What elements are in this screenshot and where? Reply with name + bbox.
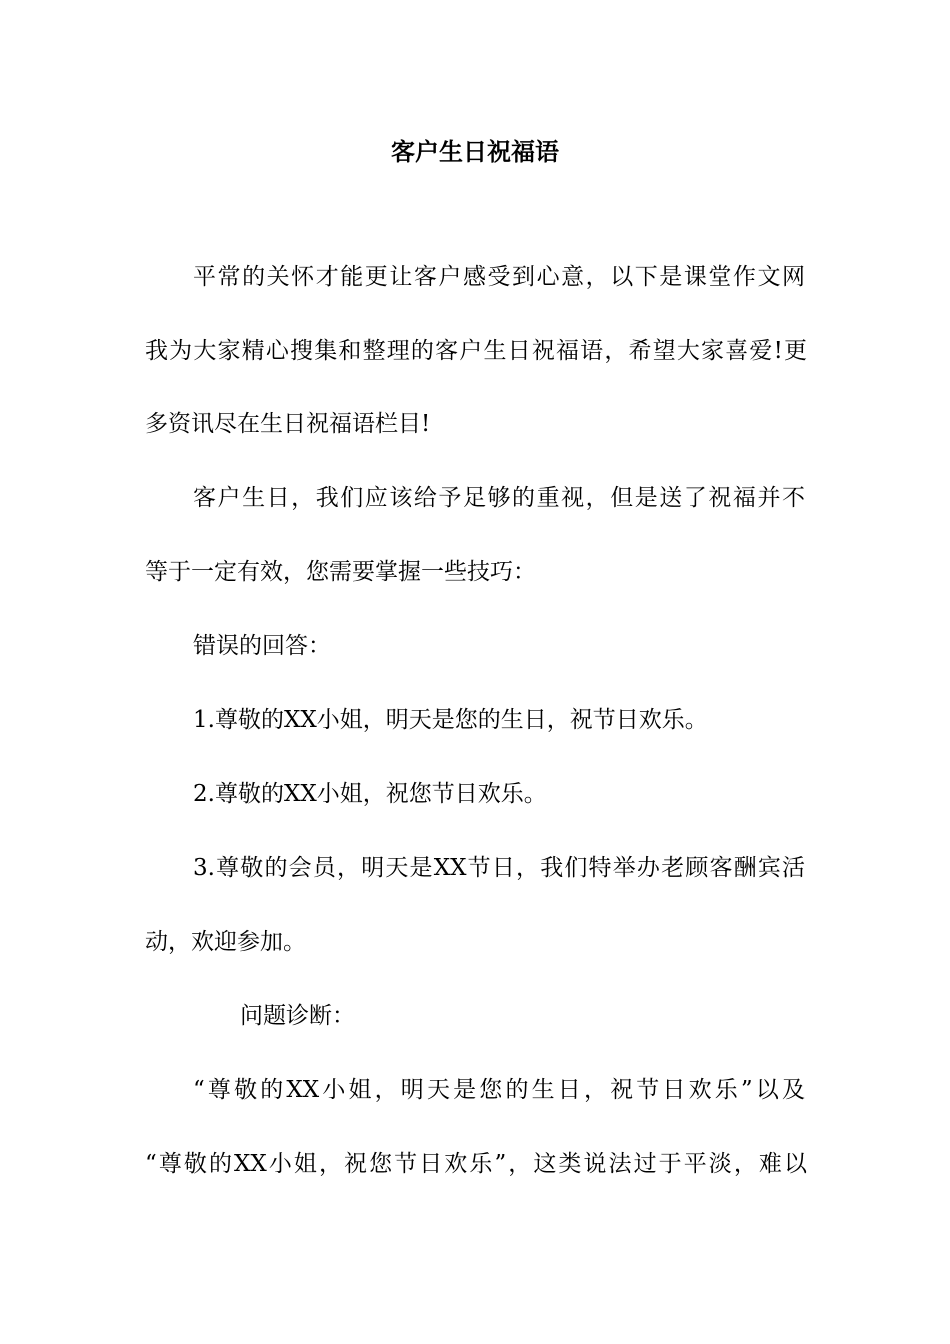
list-item-2: 2.尊敬的XX小姐，祝您节日欢乐。	[193, 781, 547, 807]
paragraph-line-6: 错误的回答：	[193, 633, 331, 659]
list-item-1: 1.尊敬的XX小姐，明天是您的生日，祝节日欢乐。	[193, 707, 708, 733]
paragraph-line-4: 客户生日，我们应该给予足够的重视，但是送了祝福并不	[193, 485, 805, 511]
document-title: 客户生日祝福语	[391, 138, 559, 166]
paragraph-line-2: 我为大家精心搜集和整理的客户生日祝福语，希望大家喜爱!更	[145, 338, 807, 364]
section-heading-diagnosis: 问题诊断：	[240, 1003, 355, 1029]
paragraph-line-3: 多资讯尽在生日祝福语栏目!	[145, 411, 431, 437]
list-item-3-continuation: 动，欢迎参加。	[145, 929, 306, 955]
paragraph-line-8: “尊敬的XX小姐，祝您节日欢乐”，这类说法过于平淡，难以	[145, 1151, 807, 1177]
paragraph-line-5: 等于一定有效，您需要掌握一些技巧：	[145, 559, 536, 585]
list-item-3: 3.尊敬的会员，明天是XX节日，我们特举办老顾客酬宾活	[193, 855, 805, 881]
paragraph-line-7: “尊敬的XX小姐，明天是您的生日，祝节日欢乐”以及	[193, 1077, 805, 1103]
paragraph-line-1: 平常的关怀才能更让客户感受到心意，以下是课堂作文网	[193, 264, 805, 290]
